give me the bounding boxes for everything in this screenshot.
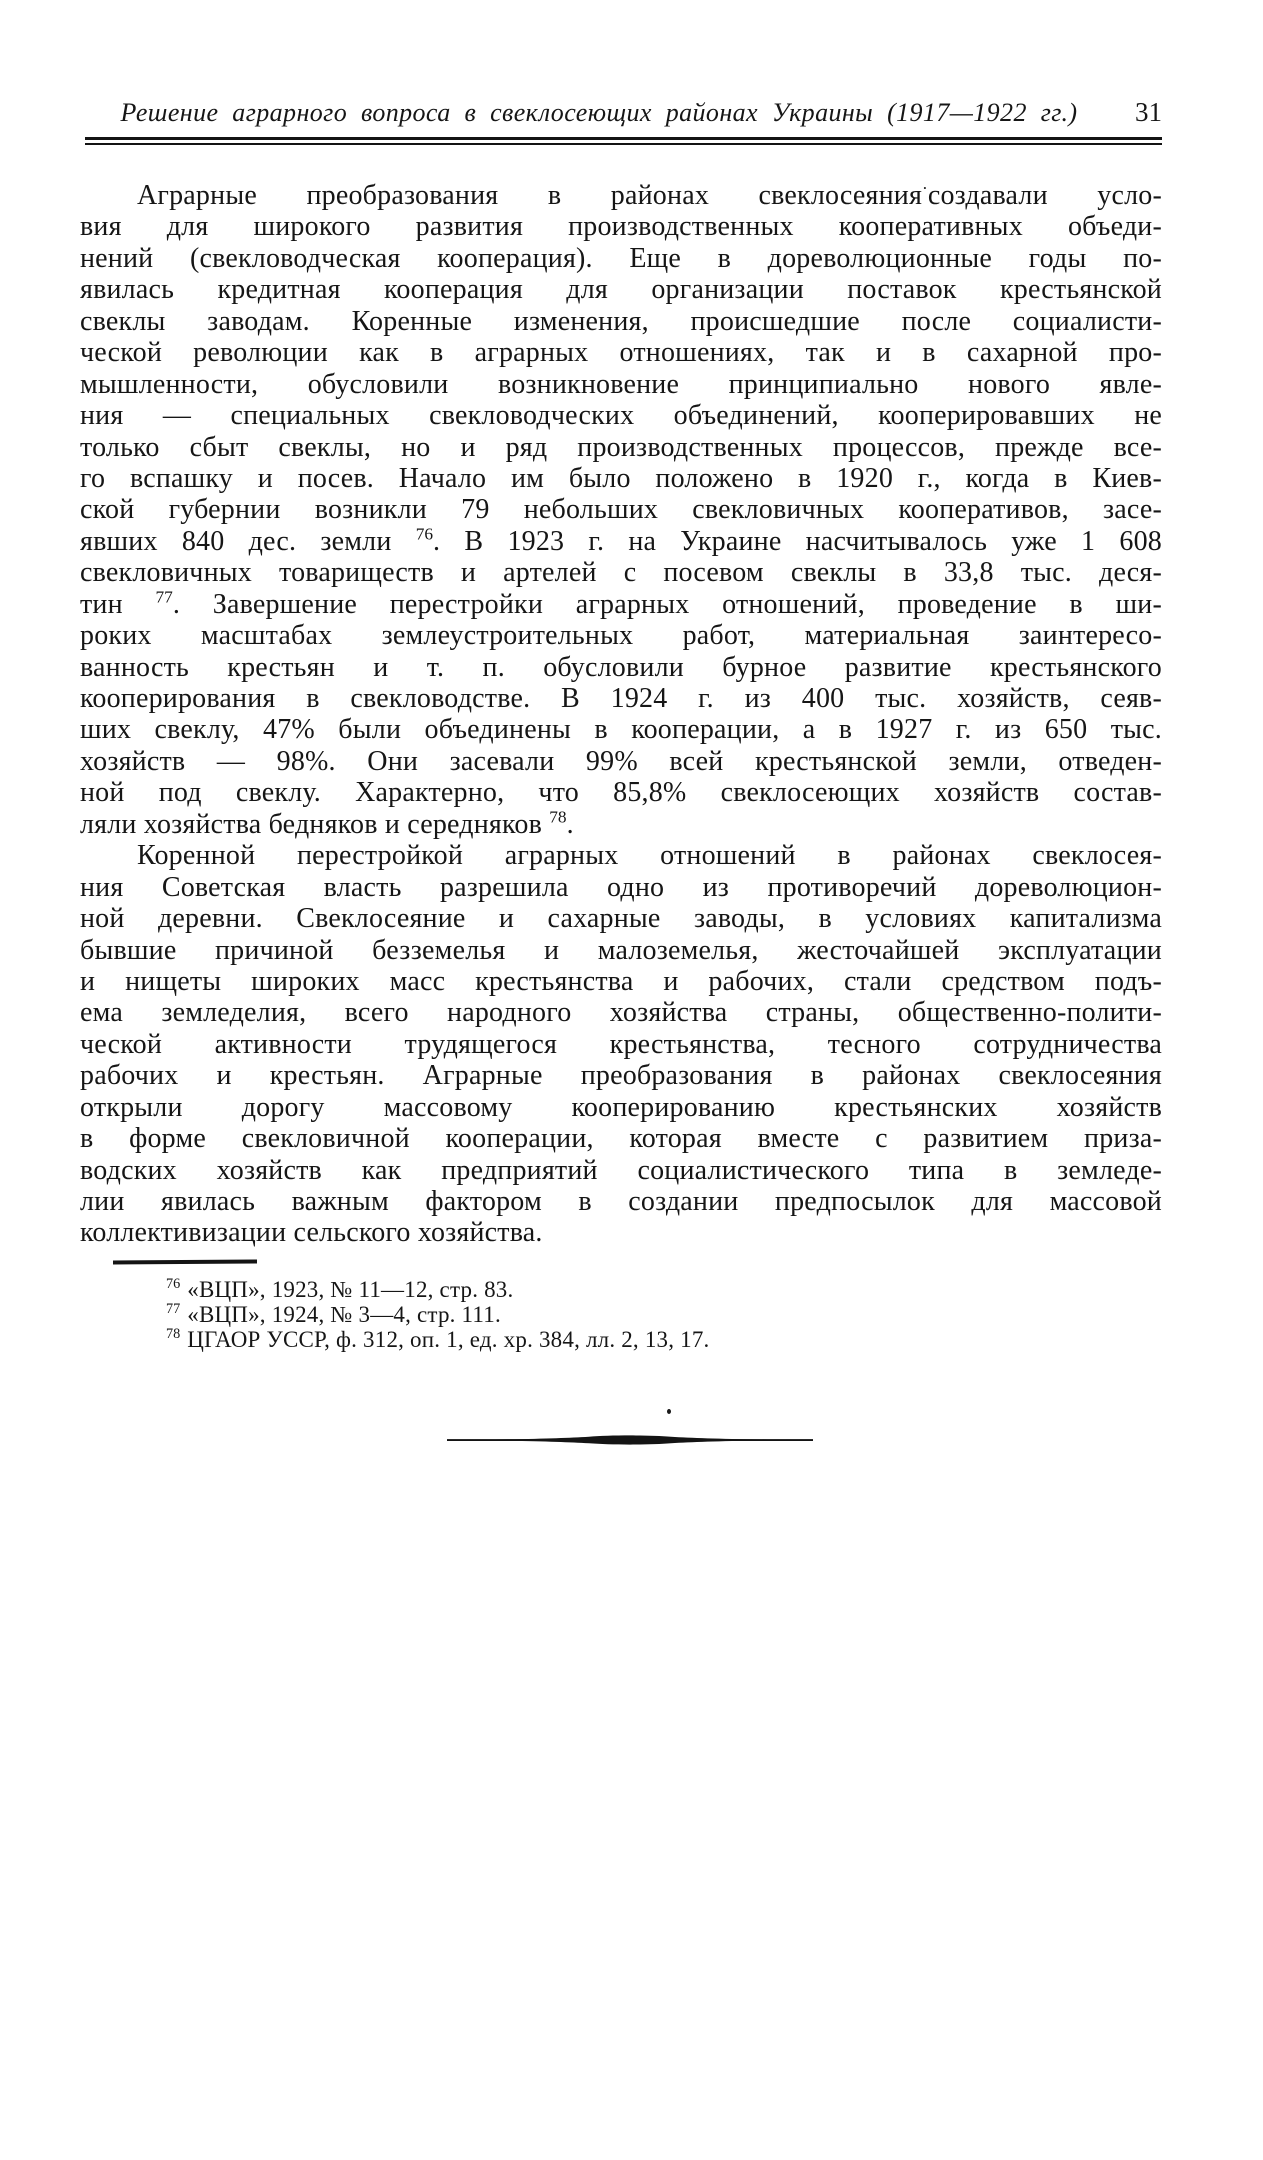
footnotes	[80, 1278, 1162, 1352]
text-line: ния Советская власть разрешила одно из противоречий дореволюцион-	[80, 871, 1162, 903]
text-line: Аграрные преобразования в районах свеклосеяния·создавали усло-	[137, 178, 1162, 211]
text-line: ванность крестьян и т. п. обусловили бурное развитие крестьянского	[80, 651, 1162, 683]
text-line: свеклы заводам. Коренные изменения, происшедшие после социалисти-	[80, 305, 1162, 337]
text-line: коллективизации сельского хозяйства.	[80, 1217, 543, 1249]
text-line: ческой активности трудящегося крестьянства, тесного сотрудничества	[80, 1028, 1162, 1060]
text-line: ческой революции как в аграрных отношениях, так и в сахарной про-	[80, 337, 1162, 369]
text-line: явилась кредитная кооперация для организации поставок крестьянской	[80, 274, 1162, 306]
header-double-rule	[85, 137, 1162, 145]
text-line: в форме свекловичной кооперации, которая вместе с развитием приза-	[80, 1123, 1162, 1155]
text-line: лии явилась важным фактором в создании предпосылок для массовой	[80, 1186, 1162, 1217]
ink-speck-dot	[667, 1409, 671, 1414]
text-line: свекловичных товариществ и артелей с посевом свеклы в 33,8 тыс. деся-	[80, 557, 1162, 589]
text-line: Коренной перестройкой аграрных отношений в районах свеклосея-	[137, 840, 1162, 872]
text-line: ния — специальных свекловодческих объединений, кооперировавших не	[80, 400, 1162, 432]
body-text	[80, 180, 1162, 1249]
text-line: мышленности, обусловили возникновение принципиально нового явле-	[80, 368, 1162, 400]
footnote: $^{76}$ «ВЦП», 1923, № 11—12, стр. 83.	[166, 1276, 514, 1302]
text-line: и нищеты широких масс крестьянства и рабочих, стали средством подъ-	[80, 965, 1162, 997]
page-number: 31	[1135, 97, 1162, 127]
text-line: нений (свекловодческая кооперация). Еще в дореволюционные годы по-	[80, 242, 1162, 274]
text-line: вия для широкого развития производственных кооперативных объеди-	[80, 211, 1162, 243]
running-head	[85, 97, 1162, 128]
text-line: роких масштабах землеустроительных работ, материальная заинтересо-	[80, 620, 1162, 652]
text-line: тин $^{77}$. Завершение перестройки аграрных отношений, проведение в ши-	[80, 587, 1162, 620]
text-line: го вспашку и посев. Начало им было положено в 1920 г., когда в Киев-	[80, 462, 1162, 494]
text-line: только сбыт свеклы, но и ряд производственных процессов, прежде все-	[80, 431, 1162, 463]
text-line: ной деревни. Свеклосеяние и сахарные заводы, в условиях капитализма	[80, 903, 1162, 935]
text-line: явших 840 дес. земли $^{76}$. В 1923 г. на Украине насчитывалось уже 1 608	[80, 524, 1162, 557]
text-line: ной под свеклу. Характерно, что 85,8% свеклосеющих хозяйств состав-	[80, 777, 1162, 809]
footnote-separator-rule	[113, 1259, 257, 1264]
text-line: кооперирования в свекловодстве. В 1924 г. из 400 тыс. хозяйств, сеяв-	[80, 683, 1162, 714]
text-line: бывшие причиной безземелья и малоземелья, жесточайшей эксплуатации	[80, 934, 1162, 966]
text-line: ема земледелия, всего народного хозяйства страны, общественно-полити-	[80, 997, 1162, 1029]
footnote: $^{78}$ ЦГАОР УССР, ф. 312, оп. 1, ед. хр. 384, лл. 2, 13, 17.	[166, 1325, 710, 1352]
tailpiece-divider-ornament	[447, 1432, 813, 1448]
running-head-title: Решение аграрного вопроса в свеклосеющих районах Украины (1917—1922 гг.)	[120, 98, 1078, 127]
text-line: ших свеклу, 47% были объединены в кооперации, а в 1927 г. из 650 тыс.	[80, 714, 1162, 746]
text-line: ской губернии возникли 79 небольших свекловичных кооперативов, засе-	[80, 494, 1162, 526]
text-line: хозяйств — 98%. Они засевали 99% всей крестьянской земли, отведен-	[80, 745, 1162, 777]
footnote: $^{77}$ «ВЦП», 1924, № 3—4, стр. 111.	[166, 1301, 501, 1327]
text-line: открыли дорогу массовому кооперированию крестьянских хозяйств	[80, 1091, 1162, 1123]
text-line: рабочих и крестьян. Аграрные преобразования в районах свеклосеяния	[80, 1060, 1162, 1092]
text-line: водских хозяйств как предприятий социалистического типа в земледе-	[80, 1154, 1162, 1186]
text-line: ляли хозяйства бедняков и середняков $^{78}$.	[80, 807, 574, 840]
